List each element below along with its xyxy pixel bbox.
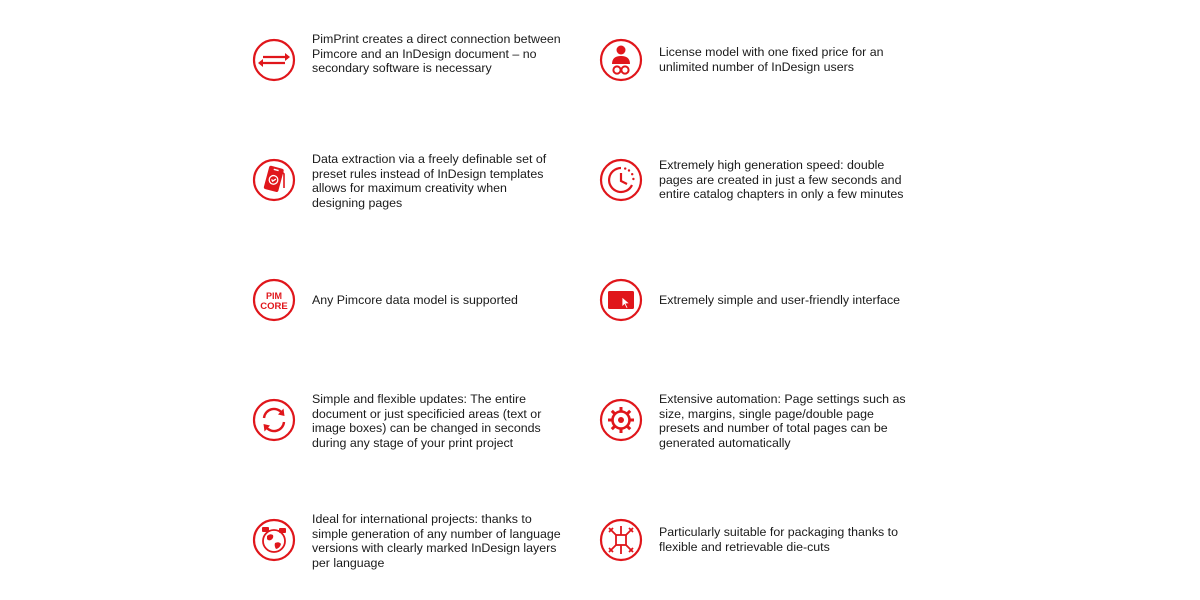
svg-text:PIM: PIM xyxy=(265,291,283,301)
feature-text: License model with one fixed price for an unlimited number of InDesign users xyxy=(659,45,884,74)
feature-text: Simple and flexible updates: The entire document or just specificied areas (text or image boxes) can be changed in seconds during any stage of your print project xyxy=(312,392,542,451)
clock-speed-icon xyxy=(599,158,643,202)
gear-automation-icon xyxy=(599,398,643,442)
feature-text: Extremely simple and user-friendly interface xyxy=(659,293,901,307)
refresh-cycle-icon xyxy=(252,398,296,442)
feature-text: Data extraction via a freely definable set of preset rules instead of InDesign templates allows for maximum creativity when designing pages xyxy=(312,152,547,211)
feature-text: Any Pimcore data model is supported xyxy=(312,293,518,307)
user-infinity-icon xyxy=(599,38,643,82)
die-cut-package-icon xyxy=(599,518,643,562)
feature-text: PimPrint creates a direct connection between Pimcore and an InDesign document – no secondary software is necessary xyxy=(312,32,561,76)
screen-cursor-icon xyxy=(599,278,643,322)
feature-text: Particularly suitable for packaging thanks to flexible and retrievable die-cuts xyxy=(659,525,898,554)
feature-text: Ideal for international projects: thanks to simple generation of any number of language versions with clearly marked InDesign layers per language xyxy=(312,512,561,571)
document-check-icon xyxy=(252,158,296,202)
globe-language-icon xyxy=(252,518,296,562)
feature-text: Extremely high generation speed: double pages are created in just a few seconds and entire catalog chapters in only a few minutes xyxy=(659,158,904,202)
pimcore-logo-icon xyxy=(252,278,296,322)
bidirectional-arrows-icon xyxy=(252,38,296,82)
svg-text:CORE: CORE xyxy=(260,301,288,312)
feature-text: Extensive automation: Page settings such as size, margins, single page/double page presets and number of total pages can be generated automatically xyxy=(659,392,906,451)
